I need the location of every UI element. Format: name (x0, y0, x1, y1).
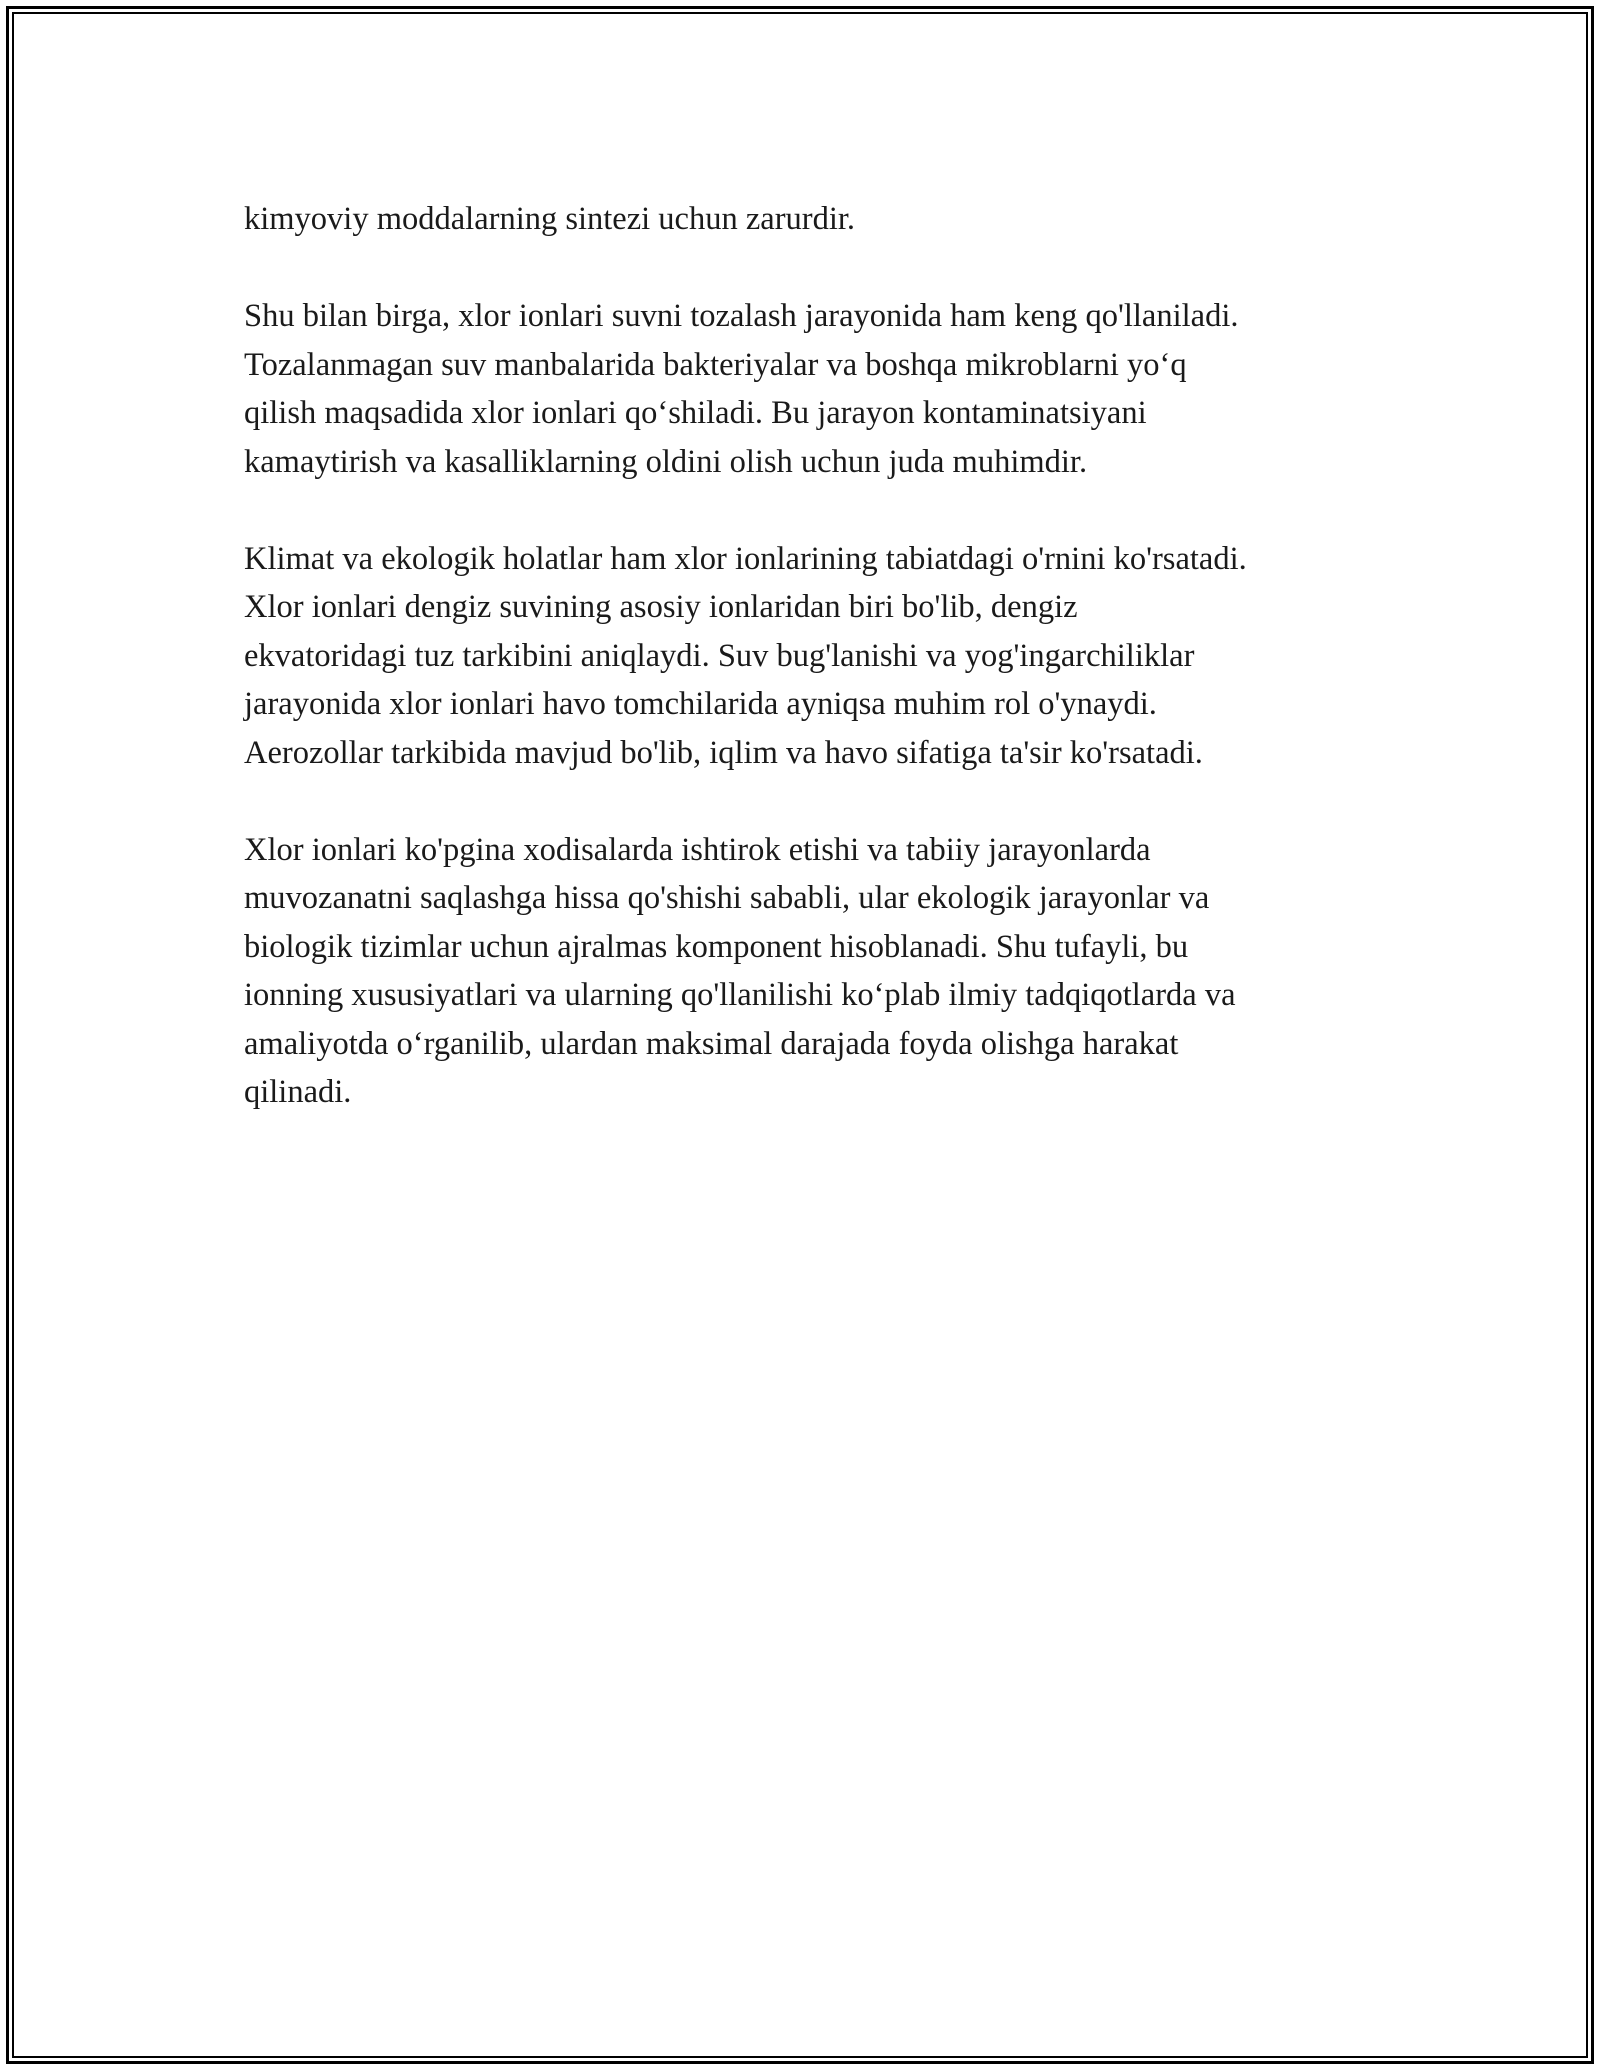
text-line: qilinadi. (244, 1074, 352, 1110)
text-line: Tozalanmagan suv manbalarida bakteriyalar va boshqa mikroblarni yo‘q (244, 346, 1187, 383)
page-content (244, 195, 1394, 1165)
text-line: Aerozollar tarkibida mavjud bo'lib, iqlim va havo sifatiga ta'sir ko'rsatadi. (244, 734, 1203, 771)
text-line: Xlor ionlari dengiz suvining asosiy ionlaridan biri bo'lib, dengiz (244, 589, 1078, 625)
paragraph-3 (244, 535, 1394, 778)
text-line: Shu bilan birga, xlor ionlari suvni tozalash jarayonida ham keng qo'llaniladi. (244, 298, 1239, 334)
text-line: ionning xususiyatlari va ularning qo'llanilishi ko‘plab ilmiy tadqiqotlarda va (244, 977, 1236, 1013)
text-line: Klimat va ekologik holatlar ham xlor ionlarining tabiatdagi o'rnini ko'rsatadi. (244, 540, 1247, 577)
paragraph-2 (244, 292, 1394, 486)
text-line: kamaytirish va kasalliklarning oldini olish uchun juda muhimdir. (244, 443, 1088, 480)
paragraph-1 (244, 195, 1394, 244)
text-line: jarayonida xlor ionlari havo tomchilarida ayniqsa muhim rol o'ynaydi. (244, 686, 1157, 722)
text-line: Xlor ionlari ko'pgina xodisalarda ishtirok etishi va tabiiy jarayonlarda (244, 831, 1151, 868)
text-line: muvozanatni saqlashga hissa qo'shishi sababli, ular ekologik jarayonlar va (244, 880, 1210, 916)
text-line: biologik tizimlar uchun ajralmas komponent hisoblanadi. Shu tufayli, bu (244, 928, 1189, 965)
text-line: kimyoviy moddalarning sintezi uchun zarurdir. (244, 201, 856, 237)
paragraph-4 (244, 826, 1394, 1117)
text-line: ekvatoridagi tuz tarkibini aniqlaydi. Suv bug'lanishi va yog'ingarchiliklar (244, 637, 1195, 674)
text-line: qilish maqsadida xlor ionlari qo‘shiladi. Bu jarayon kontaminatsiyani (244, 395, 1147, 431)
text-line: amaliyotda o‘rganilib, ulardan maksimal darajada foyda olishga harakat (244, 1025, 1179, 1062)
page-frame (6, 6, 1594, 2064)
